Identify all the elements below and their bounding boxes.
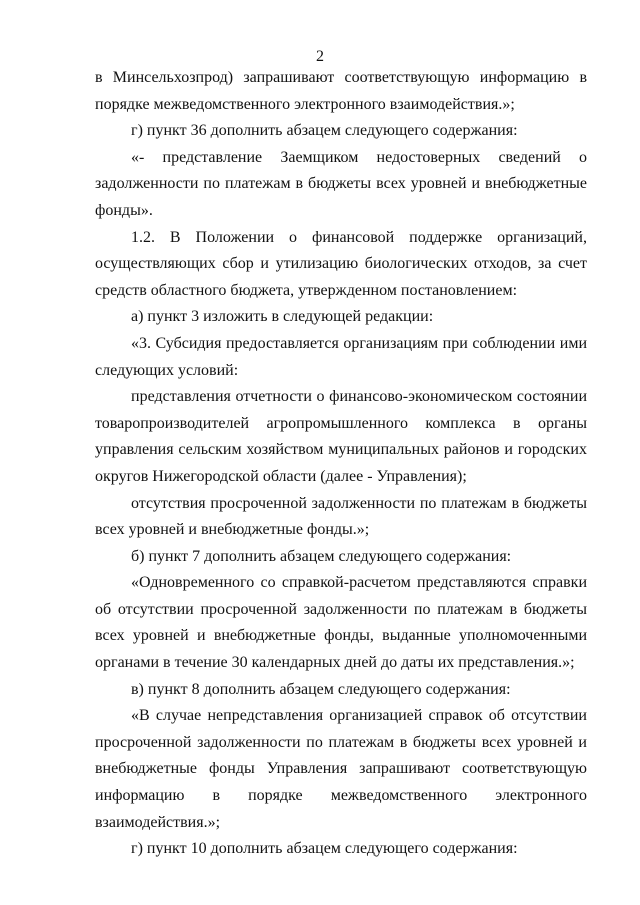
page-number: 2 [316, 48, 324, 65]
paragraph-quote-request: «В случае непредставления организацией справок об отсутствии просроченной задолженности по платежам в бюджеты всех уровней и внебюджетные фонды Управления запрашивают соответствующую информацию в порядке межведомственного электронного взаимодействия.»; [95, 707, 587, 831]
paragraph-item-a-3: а) пункт 3 изложить в следующей редакции: [131, 308, 434, 326]
paragraph-item-b-7: б) пункт 7 дополнить абзацем следующего содержания: [131, 547, 512, 565]
paragraph-quote-borrower: «- представление Заемщиком недостоверных сведений о задолженности по платежам в бюджеты всех уровней и внебюджетные фонды». [95, 148, 587, 219]
paragraph-condition-reporting: представления отчетности о финансово-экономическом состоянии товаропроизводителей агропромышленного комплекса в органы управления сельским хозяйством муниципальных районов и городских округов Нижегородской области (далее - Управления); [95, 388, 587, 485]
paragraph-item-g-36: г) пункт 36 дополнить абзацем следующего содержания: [131, 122, 518, 140]
paragraph-quote-certificates: «Одновременного со справкой-расчетом представляются справки об отсутствии просроченной задолженности по платежам в бюджеты всех уровней и внебюджетные фонды, выданные уполномоченными органами в течение 30 календарных дней до даты их представления.»; [95, 574, 587, 672]
document-body [95, 65, 587, 863]
paragraph-condition-no-debt: отсутствия просроченной задолженности по платежам в бюджеты всех уровней и внебюджетные фонды.»; [95, 494, 587, 539]
paragraph-item-g-10: г) пункт 10 дополнить абзацем следующего содержания: [131, 840, 518, 858]
paragraph-section-1-2: 1.2. В Положении о финансовой поддержке организаций, осуществляющих сбор и утилизацию биологических отходов, за счет средств областного бюджета, утвержденном постановлением: [95, 228, 587, 299]
paragraph-quote-subsidy: «3. Субсидия предоставляется организациям при соблюдении ими следующих условий: [95, 334, 587, 379]
paragraph-item-v-8: в) пункт 8 дополнить абзацем следующего содержания: [131, 680, 511, 698]
paragraph-continuation: в Минсельхозпрод) запрашивают соответствующую информацию в порядке межведомственного электронного взаимодействия.»; [95, 69, 587, 113]
